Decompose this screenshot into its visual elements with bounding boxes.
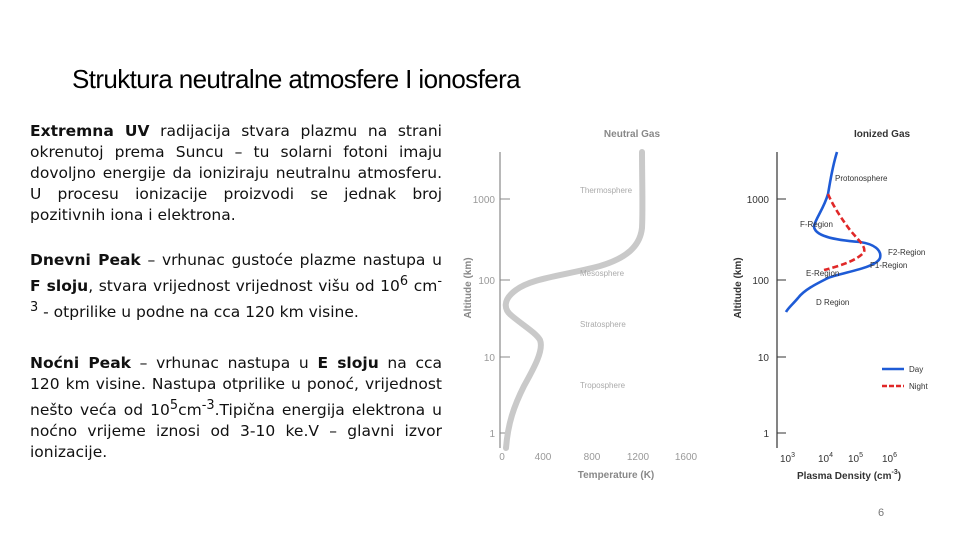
- region-label-f-region: F-Region: [800, 220, 833, 229]
- y-tick-label: 100: [478, 276, 495, 287]
- y-tick-label: 10: [483, 353, 495, 364]
- paragraph-text: radijacija stvara plazmu na strani okrenutoj prema Suncu – tu solarni fotoni imaju dovoljno energije da ioniziraju neutralnu atmosferu. U procesu ionizacije proizvodi se jednak broj pozitivnih iona i elektrona.: [30, 122, 442, 224]
- paragraph-day-peak: [30, 250, 442, 323]
- y-tick-label: 1: [763, 429, 769, 440]
- y-tick-label: 1000: [472, 195, 495, 206]
- region-label-f1-region: F1-Region: [870, 261, 908, 270]
- x-tick-label: 400: [534, 452, 552, 463]
- ionized-y-axis-label: Altitude (km): [733, 257, 744, 319]
- paragraph-text: - otprilike u podne na cca 120 km visine.: [38, 303, 359, 322]
- legend-label-night: Night: [909, 382, 928, 391]
- layer-label-troposphere: Troposphere: [580, 381, 626, 390]
- region-label-d-region: D Region: [816, 298, 850, 307]
- x-tick-label: $10^3$: [780, 452, 796, 465]
- paragraph-lead: Extremna UV: [30, 122, 150, 140]
- ionized-gas-panel: [733, 129, 928, 482]
- x-tick-label: $10^6$: [882, 452, 898, 465]
- y-tick-label: 10: [757, 353, 769, 364]
- temperature-profile-curve: [506, 152, 643, 448]
- exponent: -3: [201, 398, 215, 413]
- paragraph-text: – vrhunac nastupa u: [130, 354, 318, 372]
- paragraph-text: , stvara vrijednost vrijednost višu od 10: [88, 277, 400, 296]
- y-tick-label: 100: [752, 276, 769, 287]
- paragraph-lead: Noćni Peak: [30, 354, 131, 372]
- region-label-f2-region: F2-Region: [888, 248, 926, 257]
- paragraph-text: na cca 120 km visine. Nastupa otprilike u ponoć, vrijednost nešto veća od 10: [30, 354, 442, 420]
- layer-label-stratosphere: Stratosphere: [580, 320, 626, 329]
- y-tick-label: 1: [489, 429, 495, 440]
- layer-label-thermosphere: Thermosphere: [580, 186, 633, 195]
- layer-name: F sloju: [30, 277, 89, 296]
- x-tick-label: 800: [583, 452, 601, 463]
- neutral-x-axis-label: Temperature (K): [577, 470, 655, 481]
- x-tick-label: $10^4$: [818, 452, 834, 465]
- paragraph-text: cm: [408, 277, 438, 296]
- paragraph-text: .Tipična energija elektrona u noćno vrijeme iznosi od 3-10 ke.V – glavni izvor ionizacije.: [30, 401, 442, 462]
- exponent: -3: [30, 274, 442, 316]
- x-tick-label: $10^5$: [848, 452, 864, 465]
- paragraph-text: – vrhunac gustoće plazme nastupa u: [140, 251, 442, 269]
- paragraph-text: cm: [178, 401, 202, 420]
- x-tick-label: 1600: [674, 452, 698, 463]
- x-tick-label: 0: [499, 452, 505, 463]
- region-label-e-region: E-Region: [806, 269, 840, 278]
- legend-label-day: Day: [909, 365, 924, 374]
- x-tick-label: 1200: [626, 452, 650, 463]
- neutral-panel-title: Neutral Gas: [603, 129, 661, 140]
- exponent: 5: [169, 398, 179, 413]
- paragraph-extreme-uv: [30, 121, 442, 226]
- slide-title: Struktura neutralne atmosfere I ionosfera: [72, 64, 520, 94]
- y-tick-label: 1000: [746, 195, 769, 206]
- paragraph-lead: Dnevni Peak: [30, 251, 141, 269]
- neutral-gas-panel: [463, 129, 698, 481]
- legend: [882, 365, 928, 391]
- exponent: 6: [399, 274, 409, 289]
- night-density-curve: [824, 194, 864, 270]
- ionized-x-axis-label: Plasma Density $(cm^{-3})$: [797, 469, 902, 482]
- paragraph-night-peak: [30, 353, 442, 463]
- atmosphere-ionosphere-figure: [452, 118, 928, 490]
- layer-name: E sloju: [317, 354, 379, 372]
- region-label-protonosphere: Protonosphere: [835, 174, 888, 183]
- ionized-panel-title: Ionized Gas: [853, 129, 911, 140]
- slide-number: 6: [878, 507, 885, 519]
- neutral-y-axis-label: Altitude (km): [463, 257, 474, 319]
- layer-label-mesosphere: Mesosphere: [580, 269, 625, 278]
